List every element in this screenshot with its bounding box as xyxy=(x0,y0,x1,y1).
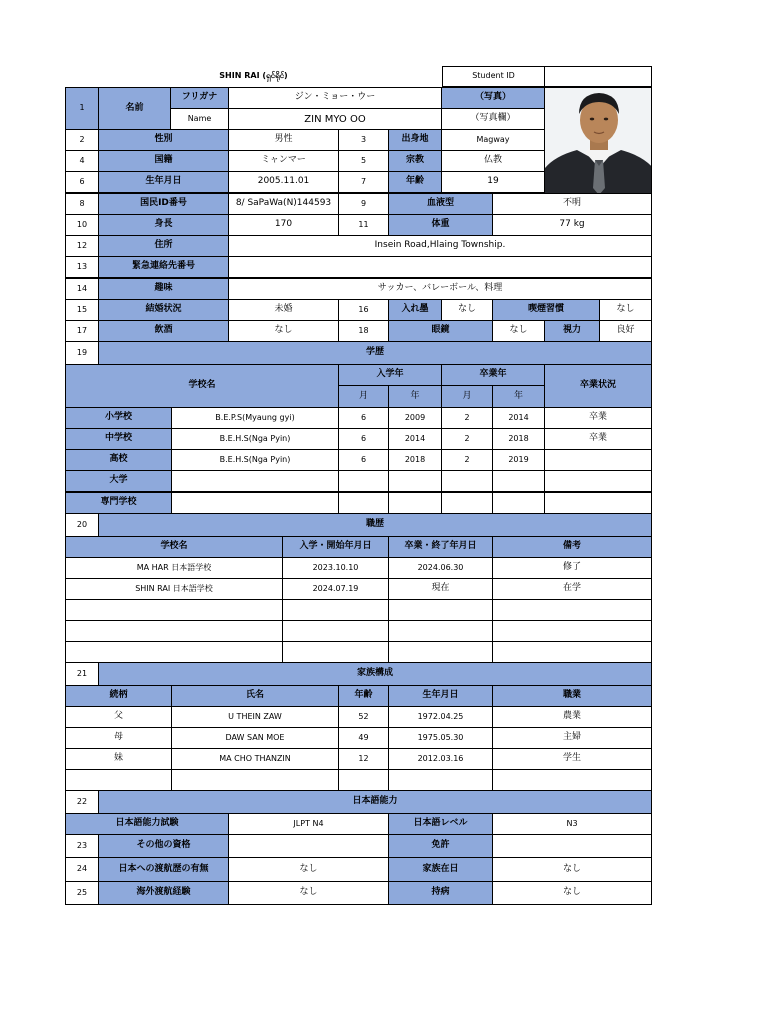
row-number: 10 xyxy=(65,214,99,236)
start-header: 入学年 xyxy=(338,364,442,386)
nationality-label: 国籍 xyxy=(98,150,229,172)
tattoo-value: なし xyxy=(441,299,493,321)
illness-label: 持病 xyxy=(388,881,493,905)
hometown-label: 出身地 xyxy=(388,129,442,151)
edu-start-year: 2014 xyxy=(388,428,442,450)
smoking-label: 喫煙習慣 xyxy=(492,299,600,321)
edu-start-month: 6 xyxy=(338,407,389,429)
edu-school: B.E.H.S(Nga Pyin) xyxy=(171,428,339,450)
edu-level: 大学 xyxy=(65,470,172,492)
row-number: 20 xyxy=(65,513,99,537)
edu-status xyxy=(544,449,652,471)
glasses-label: 眼鏡 xyxy=(388,320,493,342)
sheet-title: SHIN RAI (ရှင်ရိုင်) xyxy=(219,71,288,81)
address-value: Insein Road,Hlaing Township. xyxy=(228,235,652,257)
edu-school xyxy=(171,492,339,514)
birthdate-label: 生年月日 xyxy=(98,171,229,193)
other-qual-label: その他の資格 xyxy=(98,834,229,858)
row-number: 15 xyxy=(65,299,99,321)
family-dob xyxy=(388,769,493,791)
japanese-title: 日本語能力 xyxy=(98,790,652,814)
edu-start-year xyxy=(388,492,442,514)
end-year-header: 年 xyxy=(492,385,545,408)
row-number: 19 xyxy=(65,341,99,365)
history-school xyxy=(65,599,283,621)
row-number: 11 xyxy=(338,214,389,236)
edu-start-month: 6 xyxy=(338,449,389,471)
history-start: 2024.07.19 xyxy=(282,578,389,600)
name-label: 名前 xyxy=(98,87,171,130)
history-title: 職歴 xyxy=(98,513,652,537)
drinking-value: なし xyxy=(228,320,339,342)
start-year-header: 年 xyxy=(388,385,442,408)
row-number: 5 xyxy=(338,150,389,172)
family-relation: 妹 xyxy=(65,748,172,770)
row-number: 21 xyxy=(65,662,99,686)
jp-level-label: 日本語レベル xyxy=(388,813,493,835)
family-relation xyxy=(65,769,172,791)
row-number: 8 xyxy=(65,193,99,215)
jlpt-value: JLPT N4 xyxy=(228,813,389,835)
row-number: 3 xyxy=(338,129,389,151)
edu-start-year xyxy=(388,470,442,492)
weight-label: 体重 xyxy=(388,214,493,236)
history-col-note: 備考 xyxy=(492,536,652,558)
start-month-header: 月 xyxy=(338,385,389,408)
family-name: MA CHO THANZIN xyxy=(171,748,339,770)
glasses-value: なし xyxy=(492,320,545,342)
history-col-end: 卒業・終了年月日 xyxy=(388,536,493,558)
edu-end-year: 2019 xyxy=(492,449,545,471)
other-qual-value xyxy=(228,834,389,858)
height-label: 身長 xyxy=(98,214,229,236)
contact-value xyxy=(228,256,652,278)
age-value: 19 xyxy=(441,171,545,193)
student-id-value[interactable] xyxy=(544,66,652,87)
eyesight-value: 良好 xyxy=(599,320,652,342)
extra-label-1: （写真） xyxy=(441,87,545,109)
family-age: 12 xyxy=(338,748,389,770)
status-header: 卒業状況 xyxy=(544,364,652,408)
edu-school xyxy=(171,470,339,492)
row-number: 22 xyxy=(65,790,99,814)
license-value xyxy=(492,834,652,858)
hobby-label: 趣味 xyxy=(98,278,229,300)
edu-status: 卒業 xyxy=(544,428,652,450)
history-note xyxy=(492,599,652,621)
edu-end-month: 2 xyxy=(441,428,493,450)
age-label: 年齢 xyxy=(388,171,442,193)
family-name: DAW SAN MOE xyxy=(171,727,339,749)
applicant-photo xyxy=(544,87,652,194)
hobby-value: サッカー、バレーボール、料理 xyxy=(228,278,652,300)
history-start xyxy=(282,620,389,642)
history-end xyxy=(388,620,493,642)
illness-value: なし xyxy=(492,881,652,905)
family-title: 家族構成 xyxy=(98,662,652,686)
overseas-label: 海外渡航経験 xyxy=(98,881,229,905)
family-col-job: 職業 xyxy=(492,685,652,707)
national-id-value: 8/ SaPaWa(N)144593 xyxy=(228,193,339,215)
marital-label: 結婚状況 xyxy=(98,299,229,321)
row-number: 2 xyxy=(65,129,99,151)
end-month-header: 月 xyxy=(441,385,493,408)
blood-label: 血液型 xyxy=(388,193,493,215)
edu-end-year xyxy=(492,492,545,514)
row-number: 18 xyxy=(338,320,389,342)
row-number: 25 xyxy=(65,881,99,905)
history-start: 2023.10.10 xyxy=(282,557,389,579)
gender-label: 性別 xyxy=(98,129,229,151)
marital-value: 未婚 xyxy=(228,299,339,321)
family-age: 52 xyxy=(338,706,389,728)
school-header: 学校名 xyxy=(65,364,339,408)
edu-start-month xyxy=(338,470,389,492)
family-job: 学生 xyxy=(492,748,652,770)
edu-status xyxy=(544,492,652,514)
hometown-value: Magway xyxy=(441,129,545,151)
edu-end-year: 2014 xyxy=(492,407,545,429)
portrait-image xyxy=(545,88,652,194)
birthdate-value: 2005.11.01 xyxy=(228,171,339,193)
history-school xyxy=(65,641,283,663)
row-number: 1 xyxy=(65,87,99,130)
tattoo-label: 入れ墨 xyxy=(388,299,442,321)
height-value: 170 xyxy=(228,214,339,236)
row-number: 12 xyxy=(65,235,99,257)
japan-visit-label: 日本への渡航歴の有無 xyxy=(98,857,229,882)
family-col-age: 年齢 xyxy=(338,685,389,707)
history-end: 2024.06.30 xyxy=(388,557,493,579)
family-dob: 1975.05.30 xyxy=(388,727,493,749)
family-name xyxy=(171,769,339,791)
national-id-label: 国民ID番号 xyxy=(98,193,229,215)
family-col-relation: 続柄 xyxy=(65,685,172,707)
history-school: MA HAR 日本語学校 xyxy=(65,557,283,579)
jp-level-value: N3 xyxy=(492,813,652,835)
edu-end-month: 2 xyxy=(441,449,493,471)
row-number: 24 xyxy=(65,857,99,882)
family-in-japan-label: 家族在日 xyxy=(388,857,493,882)
drinking-label: 飲酒 xyxy=(98,320,229,342)
row-number: 6 xyxy=(65,171,99,193)
end-header: 卒業年 xyxy=(441,364,545,386)
history-col-school: 学校名 xyxy=(65,536,283,558)
family-relation: 父 xyxy=(65,706,172,728)
edu-end-month xyxy=(441,492,493,514)
row-number: 7 xyxy=(338,171,389,193)
row-number: 13 xyxy=(65,256,99,278)
edu-start-year: 2018 xyxy=(388,449,442,471)
jlpt-label: 日本語能力試験 xyxy=(65,813,229,835)
blood-value: 不明 xyxy=(492,193,652,215)
row-number: 23 xyxy=(65,834,99,858)
edu-level: 小学校 xyxy=(65,407,172,429)
kana-label: フリガナ xyxy=(170,87,229,109)
row-number: 16 xyxy=(338,299,389,321)
history-school: SHIN RAI 日本語学校 xyxy=(65,578,283,600)
history-end: 現在 xyxy=(388,578,493,600)
edu-status: 卒業 xyxy=(544,407,652,429)
history-school xyxy=(65,620,283,642)
education-title: 学歴 xyxy=(98,341,652,365)
gender-value: 男性 xyxy=(228,129,339,151)
history-col-start: 入学・開始年月日 xyxy=(282,536,389,558)
family-age xyxy=(338,769,389,791)
row-number: 17 xyxy=(65,320,99,342)
edu-start-year: 2009 xyxy=(388,407,442,429)
edu-end-month xyxy=(441,470,493,492)
smoking-value: なし xyxy=(599,299,652,321)
family-col-dob: 生年月日 xyxy=(388,685,493,707)
history-note xyxy=(492,641,652,663)
edu-start-month: 6 xyxy=(338,428,389,450)
weight-value: 77 kg xyxy=(492,214,652,236)
history-note: 修了 xyxy=(492,557,652,579)
history-end xyxy=(388,641,493,663)
row-number: 4 xyxy=(65,150,99,172)
name-en-label: Name xyxy=(170,108,229,130)
row-number: 14 xyxy=(65,278,99,300)
family-dob: 1972.04.25 xyxy=(388,706,493,728)
history-start xyxy=(282,641,389,663)
edu-level: 中学校 xyxy=(65,428,172,450)
edu-status xyxy=(544,470,652,492)
history-end xyxy=(388,599,493,621)
address-label: 住所 xyxy=(98,235,229,257)
edu-level: 高校 xyxy=(65,449,172,471)
family-col-name: 氏名 xyxy=(171,685,339,707)
contact-label: 緊急連絡先番号 xyxy=(98,256,229,278)
family-name: U THEIN ZAW xyxy=(171,706,339,728)
family-relation: 母 xyxy=(65,727,172,749)
edu-start-month xyxy=(338,492,389,514)
religion-label: 宗教 xyxy=(388,150,442,172)
japan-visit-value: なし xyxy=(228,857,389,882)
edu-end-month: 2 xyxy=(441,407,493,429)
family-age: 49 xyxy=(338,727,389,749)
edu-school: B.E.H.S(Nga Pyin) xyxy=(171,449,339,471)
eyesight-label: 視力 xyxy=(544,320,600,342)
family-in-japan-value: なし xyxy=(492,857,652,882)
edu-school: B.E.P.S(Myaung gyi) xyxy=(171,407,339,429)
edu-end-year xyxy=(492,470,545,492)
edu-level: 専門学校 xyxy=(65,492,172,514)
license-label: 免許 xyxy=(388,834,493,858)
student-id-label: Student ID xyxy=(442,66,545,87)
history-note xyxy=(492,620,652,642)
edu-end-year: 2018 xyxy=(492,428,545,450)
row-number: 9 xyxy=(338,193,389,215)
name-en-value: ZIN MYO OO xyxy=(228,108,442,130)
extra-label-2: （写真欄） xyxy=(441,108,545,130)
kana-value: ジン・ミョー・ウー xyxy=(228,87,442,109)
family-job: 主婦 xyxy=(492,727,652,749)
family-job xyxy=(492,769,652,791)
family-dob: 2012.03.16 xyxy=(388,748,493,770)
history-note: 在学 xyxy=(492,578,652,600)
family-job: 農業 xyxy=(492,706,652,728)
overseas-value: なし xyxy=(228,881,389,905)
religion-value: 仏教 xyxy=(441,150,545,172)
history-start xyxy=(282,599,389,621)
nationality-value: ミャンマー xyxy=(228,150,339,172)
